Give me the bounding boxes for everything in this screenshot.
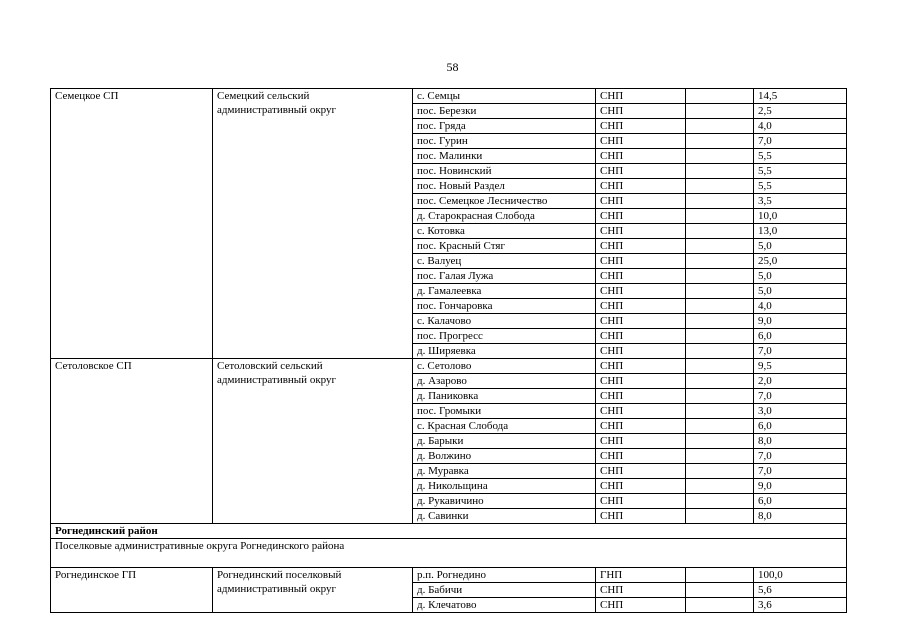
settlement-cell: д. Ширяевка [413,344,596,359]
settlement-type-cell: СНП [596,284,686,299]
settlement-type-cell: СНП [596,404,686,419]
empty-cell [686,224,754,239]
settlement-cell: с. Котовка [413,224,596,239]
value-cell: 7,0 [754,389,847,404]
municipality-cell: Сетоловское СП [51,359,213,524]
value-cell: 9,5 [754,359,847,374]
value-cell: 4,0 [754,299,847,314]
settlement-type-cell: СНП [596,509,686,524]
settlement-type-cell: СНП [596,179,686,194]
value-cell: 2,0 [754,374,847,389]
settlement-cell: д. Никольщина [413,479,596,494]
value-cell: 5,0 [754,269,847,284]
value-cell: 6,0 [754,329,847,344]
settlement-type-cell: СНП [596,104,686,119]
admin-district-line: Семецкий сельский [217,90,310,102]
settlement-type-cell: СНП [596,239,686,254]
settlement-type-cell: СНП [596,134,686,149]
settlement-type-cell: СНП [596,149,686,164]
admin-district-cell [213,89,413,359]
empty-cell [686,598,754,613]
settlement-type-cell: СНП [596,224,686,239]
value-cell: 6,0 [754,419,847,434]
settlement-type-cell: СНП [596,254,686,269]
empty-cell [686,359,754,374]
settlement-type-cell: СНП [596,314,686,329]
value-cell: 5,6 [754,583,847,598]
admin-district-line: Рогнединский поселковый [217,569,342,581]
settlement-cell: д. Савинки [413,509,596,524]
settlement-type-cell: СНП [596,494,686,509]
empty-cell [686,194,754,209]
empty-cell [686,89,754,104]
empty-cell [686,509,754,524]
empty-cell [686,389,754,404]
admin-district-cell [213,568,413,613]
settlement-cell: д. Гамалеевка [413,284,596,299]
settlement-cell: д. Паниковка [413,389,596,404]
admin-district-line: Сетоловский сельский [217,360,323,372]
settlement-type-cell: СНП [596,464,686,479]
value-cell: 7,0 [754,449,847,464]
settlement-cell: с. Семцы [413,89,596,104]
settlement-cell: пос. Малинки [413,149,596,164]
empty-cell [686,269,754,284]
value-cell: 100,0 [754,568,847,583]
section-title: Поселковые административные округа Рогнединского района [51,539,847,568]
municipality-cell: Рогнединское ГП [51,568,213,613]
empty-cell [686,299,754,314]
settlement-type-cell: СНП [596,419,686,434]
settlement-type-cell: СНП [596,479,686,494]
settlement-cell: д. Бабичи [413,583,596,598]
settlement-type-cell: СНП [596,434,686,449]
empty-cell [686,344,754,359]
admin-district-line: административный округ [217,583,337,595]
table-row [51,568,847,583]
value-cell: 9,0 [754,479,847,494]
district-title: Рогнединский район [51,524,847,539]
admin-district-cell [213,359,413,524]
value-cell: 25,0 [754,254,847,269]
empty-cell [686,119,754,134]
settlement-cell: пос. Гряда [413,119,596,134]
table-row [51,359,847,374]
settlement-cell: пос. Красный Стяг [413,239,596,254]
settlement-type-cell: СНП [596,344,686,359]
settlement-cell: пос. Новый Раздел [413,179,596,194]
empty-cell [686,104,754,119]
empty-cell [686,434,754,449]
settlement-type-cell: СНП [596,329,686,344]
value-cell: 5,0 [754,239,847,254]
value-cell: 3,5 [754,194,847,209]
value-cell: 14,5 [754,89,847,104]
empty-cell [686,464,754,479]
settlement-type-cell: ГНП [596,568,686,583]
value-cell: 8,0 [754,434,847,449]
settlement-cell: д. Волжино [413,449,596,464]
section-title-row [51,539,847,568]
settlement-type-cell: СНП [596,299,686,314]
district-title-row [51,524,847,539]
settlement-type-cell: СНП [596,89,686,104]
settlement-cell: д. Муравка [413,464,596,479]
value-cell: 5,5 [754,179,847,194]
value-cell: 5,0 [754,284,847,299]
empty-cell [686,404,754,419]
value-cell: 7,0 [754,464,847,479]
settlement-type-cell: СНП [596,194,686,209]
settlement-cell: пос. Галая Лужа [413,269,596,284]
settlement-cell: пос. Новинский [413,164,596,179]
settlement-cell: пос. Семецкое Лесничество [413,194,596,209]
settlement-type-cell: СНП [596,209,686,224]
empty-cell [686,374,754,389]
settlement-type-cell: СНП [596,164,686,179]
settlement-cell: пос. Гончаровка [413,299,596,314]
settlement-cell: д. Барыки [413,434,596,449]
settlement-cell: д. Старокрасная Слобода [413,209,596,224]
settlement-cell: пос. Громыки [413,404,596,419]
table-body [51,89,847,613]
value-cell: 5,5 [754,149,847,164]
empty-cell [686,179,754,194]
settlement-type-cell: СНП [596,449,686,464]
value-cell: 8,0 [754,509,847,524]
empty-cell [686,479,754,494]
settlement-type-cell: СНП [596,374,686,389]
settlement-cell: с. Валуец [413,254,596,269]
settlement-cell: пос. Гурин [413,134,596,149]
empty-cell [686,449,754,464]
settlement-cell: р.п. Рогнедино [413,568,596,583]
empty-cell [686,568,754,583]
empty-cell [686,494,754,509]
settlement-cell: пос. Прогресс [413,329,596,344]
value-cell: 3,0 [754,404,847,419]
empty-cell [686,239,754,254]
value-cell: 7,0 [754,134,847,149]
settlement-cell: д. Азарово [413,374,596,389]
settlement-cell: д. Клечатово [413,598,596,613]
table-row [51,89,847,104]
settlement-cell: д. Рукавичино [413,494,596,509]
empty-cell [686,284,754,299]
empty-cell [686,134,754,149]
value-cell: 2,5 [754,104,847,119]
value-cell: 13,0 [754,224,847,239]
municipality-cell: Семецкое СП [51,89,213,359]
settlement-type-cell: СНП [596,269,686,284]
empty-cell [686,209,754,224]
value-cell: 10,0 [754,209,847,224]
value-cell: 6,0 [754,494,847,509]
empty-cell [686,149,754,164]
value-cell: 4,0 [754,119,847,134]
page-number: 58 [446,60,459,74]
empty-cell [686,164,754,179]
empty-cell [686,419,754,434]
settlement-type-cell: СНП [596,359,686,374]
settlement-cell: с. Калачово [413,314,596,329]
settlement-cell: с. Сетолово [413,359,596,374]
settlements-table [50,88,847,613]
admin-district-line: административный округ [217,374,337,386]
empty-cell [686,314,754,329]
empty-cell [686,583,754,598]
settlement-type-cell: СНП [596,389,686,404]
value-cell: 7,0 [754,344,847,359]
admin-district-line: административный округ [217,104,337,116]
settlement-cell: пос. Березки [413,104,596,119]
settlement-type-cell: СНП [596,119,686,134]
empty-cell [686,254,754,269]
settlement-cell: с. Красная Слобода [413,419,596,434]
settlement-type-cell: СНП [596,598,686,613]
empty-cell [686,329,754,344]
value-cell: 9,0 [754,314,847,329]
settlement-type-cell: СНП [596,583,686,598]
value-cell: 5,5 [754,164,847,179]
value-cell: 3,6 [754,598,847,613]
